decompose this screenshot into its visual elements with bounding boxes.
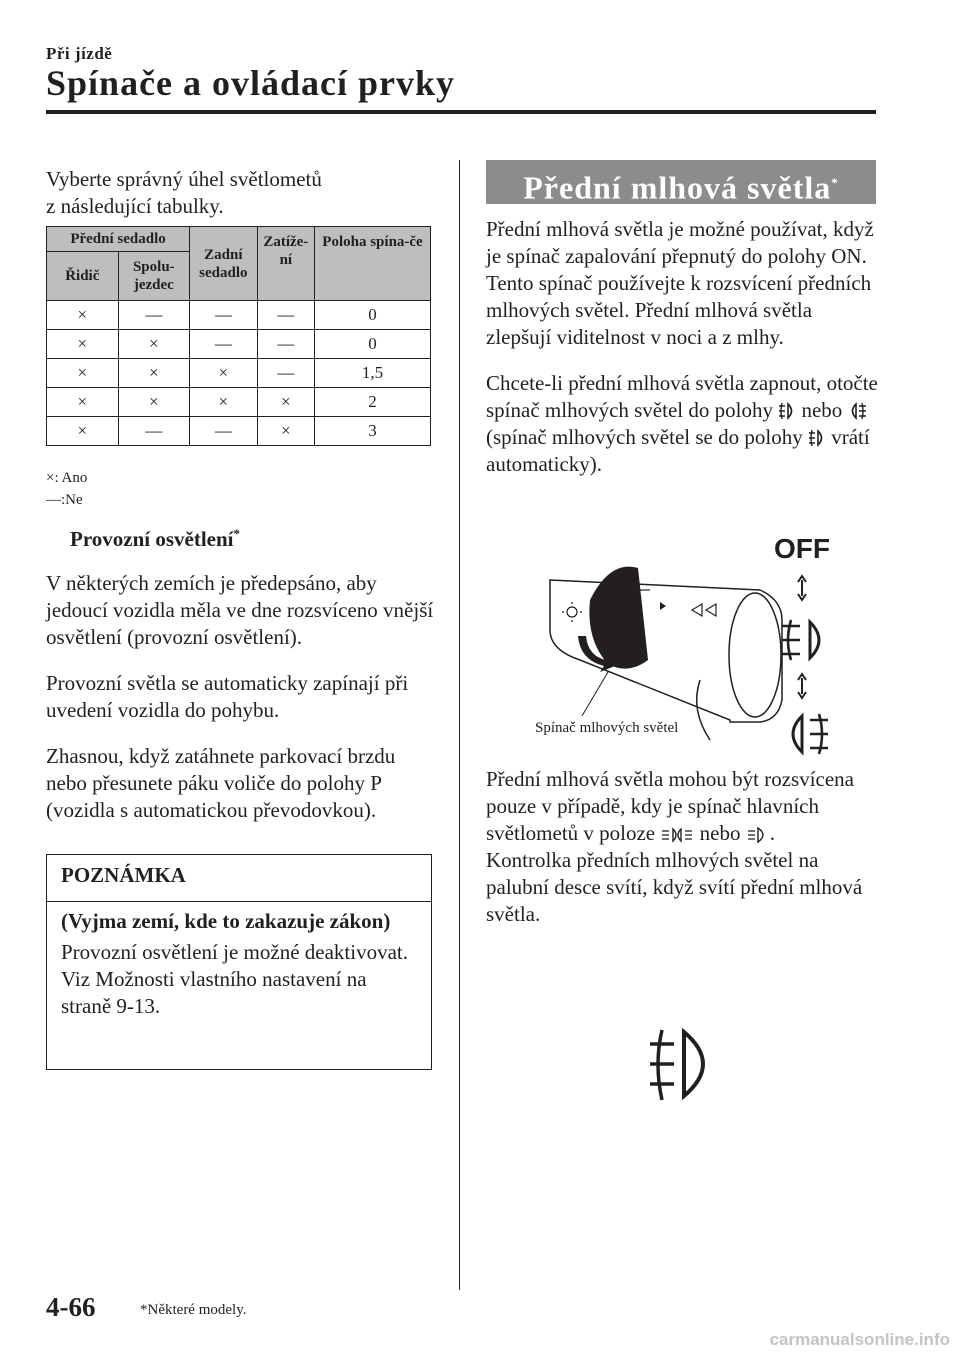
th-driver: Řidič: [47, 252, 119, 301]
page-title: Spínače a ovládací prvky: [46, 63, 456, 103]
fog-p3-d: vrátí automaticky).: [486, 425, 870, 476]
note-separator: [47, 901, 431, 902]
headlights-icon: [746, 826, 770, 844]
note-box: [46, 854, 432, 1070]
front-fog-icon: [808, 428, 826, 448]
intro-text: [46, 166, 436, 220]
th-switch-position: Poloha spína-če: [315, 227, 431, 301]
fog-p4-c: .: [769, 821, 775, 845]
table-cell: ×: [118, 330, 190, 359]
intro-line-2: z následující tabulky.: [46, 194, 224, 218]
page-number: 4-66: [46, 1292, 96, 1322]
diagram-caption: Spínač mlhových světel: [535, 720, 679, 736]
diagram-off-label: OFF: [774, 533, 830, 564]
table-cell: ×: [190, 359, 258, 388]
fog-paragraph-3: [486, 370, 878, 478]
fog-paragraph-4: [486, 766, 878, 847]
th-front-seat: Přední sedadlo: [47, 227, 190, 252]
table-cell: ×: [118, 388, 190, 417]
drl-heading-text: Provozní osvětlení: [70, 527, 234, 551]
th-load: Zatíže-ní: [257, 227, 314, 301]
headlight-angle-table: [46, 226, 431, 446]
table-cell: ×: [47, 388, 119, 417]
table-cell: —: [257, 301, 314, 330]
table-cell: —: [257, 330, 314, 359]
table-row: [47, 388, 431, 417]
table-cell: ×: [118, 359, 190, 388]
table-cell: 2: [315, 388, 431, 417]
table-cell: —: [118, 417, 190, 446]
th-passenger: Spolu-jezdec: [118, 252, 190, 301]
note-title: POZNÁMKA: [61, 863, 186, 887]
note-body: [61, 907, 421, 1020]
fog-lights-banner: [486, 160, 876, 204]
fog-p4-b: nebo: [699, 821, 741, 845]
table-row: [47, 359, 431, 388]
banner-text: Přední mlhová světla: [523, 169, 832, 206]
table-cell: 1,5: [315, 359, 431, 388]
drl-paragraph-3: Zhasnou, když zatáhnete parkovací brzdu nebo přesunete páku voliče do polohy P (vozidla s automatickou převodovkou).: [46, 744, 396, 822]
fog-p4-a: Přední mlhová světla mohou být rozsvícena pouze v případě, kdy je spínač hlavních světlometů v poloze: [486, 767, 855, 845]
section-label: Při jízdě: [46, 44, 113, 63]
table-cell: 3: [315, 417, 431, 446]
table-cell: ×: [47, 330, 119, 359]
table-cell: —: [257, 359, 314, 388]
fog-indicator-icon: [646, 1024, 720, 1104]
fog-p3-b: nebo: [801, 398, 843, 422]
parking-lights-icon: [660, 826, 694, 844]
column-divider: [459, 160, 460, 1290]
drl-heading: [70, 526, 240, 552]
table-cell: ×: [47, 359, 119, 388]
rear-fog-icon: [848, 401, 868, 421]
table-cell: ×: [47, 417, 119, 446]
intro-line-1: Vyberte správný úhel světlometů: [46, 167, 322, 191]
table-cell: 0: [315, 301, 431, 330]
footnote: *Některé modely.: [140, 1302, 247, 1318]
th-rear-seat: Zadní sedadlo: [190, 227, 258, 301]
front-fog-icon: [778, 401, 796, 421]
drl-text: [46, 570, 436, 824]
watermark: carmanualsonline.info: [769, 1330, 950, 1349]
table-row: [47, 301, 431, 330]
table-cell: ×: [257, 417, 314, 446]
table-cell: —: [190, 417, 258, 446]
table-cell: —: [190, 301, 258, 330]
table-row: [47, 330, 431, 359]
table-cell: —: [118, 301, 190, 330]
banner-asterisk: *: [831, 175, 839, 190]
legend-no: —:Ne: [46, 492, 83, 508]
drl-paragraph-2: Provozní světla se automaticky zapínají při uvedení vozidla do pohybu.: [46, 671, 409, 722]
table-cell: ×: [47, 301, 119, 330]
drl-paragraph-1: V některých zemích je předepsáno, aby jedoucí vozidla měla ve dne rozsvíceno vnější osvětlení (provozní osvětlení).: [46, 571, 434, 649]
fog-paragraph-2: Tento spínač používejte k rozsvícení předních mlhových světel. Přední mlhová světla zlepšují viditelnost v noci a z mlhy.: [486, 271, 872, 349]
fog-text-bottom: [486, 766, 878, 928]
note-bold: (Vyjma zemí, kde to zakazuje zákon): [61, 909, 391, 933]
fog-p3-a: Chcete-li přední mlhová světla zapnout, otočte spínač mlhových světel do polohy: [486, 371, 878, 422]
fog-paragraph-5: Kontrolka předních mlhových světel na palubní desce svítí, když svítí přední mlhová světla.: [486, 848, 863, 926]
table-cell: —: [190, 330, 258, 359]
legend-yes: ×: Ano: [46, 470, 88, 486]
header-rule: [46, 110, 876, 114]
table-cell: ×: [190, 388, 258, 417]
fog-paragraph-1: Přední mlhová světla je možné používat, když je spínač zapalování přepnutý do polohy ON.: [486, 217, 874, 268]
note-text: Provozní osvětlení je možné deaktivovat. Viz Možnosti vlastního nastavení na straně 9-13.: [61, 940, 408, 1018]
fog-text-top: [486, 216, 878, 478]
table-cell: ×: [257, 388, 314, 417]
drl-asterisk: *: [233, 526, 241, 541]
fog-p3-c: (spínač mlhových světel se do polohy: [486, 425, 803, 449]
table-cell: 0: [315, 330, 431, 359]
table-row: [47, 417, 431, 446]
